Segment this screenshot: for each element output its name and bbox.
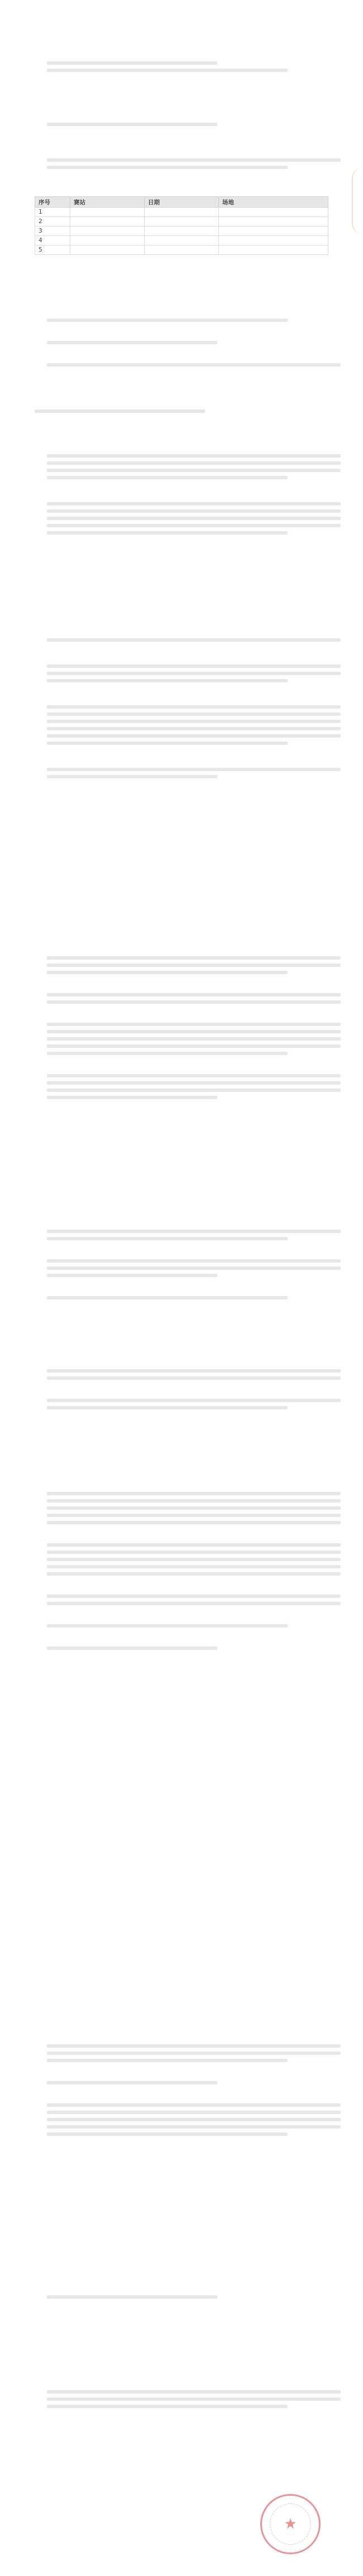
text-line — [47, 1096, 217, 1099]
text-line — [47, 665, 341, 668]
text-line — [47, 672, 341, 675]
text-line — [47, 1506, 341, 1510]
section-time-venue — [35, 145, 328, 202]
text-line — [47, 638, 341, 642]
text-line — [47, 1089, 341, 1092]
text-line — [47, 1406, 288, 1409]
text-line — [47, 1521, 341, 1524]
text-line — [47, 2059, 288, 2062]
list-item — [35, 1303, 328, 1315]
list-item — [35, 978, 328, 989]
section-heading — [35, 396, 328, 404]
text-line — [47, 2132, 288, 2136]
text-line — [35, 2303, 328, 2314]
list-item — [35, 686, 328, 697]
list-item — [35, 749, 328, 760]
text-line — [47, 61, 217, 65]
section-heading — [35, 1356, 328, 1364]
list-item — [35, 1654, 328, 1665]
text-line — [47, 1499, 341, 1503]
text-line — [47, 1369, 341, 1373]
section-ten — [35, 1356, 328, 1428]
text-line — [35, 2412, 328, 2423]
list-item — [35, 538, 328, 550]
list-item — [35, 348, 328, 359]
seal-edge-mark — [352, 167, 363, 234]
text-line — [47, 461, 341, 465]
text-line — [35, 417, 328, 428]
cell-no: 4 — [35, 236, 70, 245]
cell-venue — [219, 208, 328, 217]
text-line — [47, 1602, 341, 1605]
section-thirteen — [35, 2282, 328, 2317]
section-two — [35, 109, 328, 145]
list-item — [35, 1609, 328, 1620]
list-item — [35, 782, 328, 793]
section-events — [35, 290, 328, 370]
text-line — [47, 1230, 341, 1233]
text-line — [47, 2081, 217, 2084]
text-line — [47, 1551, 341, 1554]
section-interpretation — [35, 2377, 328, 2426]
text-line — [47, 712, 341, 716]
list-item — [35, 2088, 328, 2100]
paragraph — [35, 768, 328, 793]
paragraph — [35, 454, 328, 494]
text-line — [35, 130, 328, 141]
seal-star-icon: ★ — [284, 2516, 297, 2532]
text-line — [47, 509, 341, 513]
list-item — [35, 1103, 328, 1114]
text-line — [47, 1259, 341, 1263]
schedule-table — [35, 196, 328, 255]
text-line — [47, 956, 341, 960]
text-line — [47, 1543, 341, 1547]
list-item — [35, 304, 328, 315]
cell-station — [70, 227, 145, 236]
text-line — [47, 1274, 217, 1277]
table-row — [35, 217, 328, 227]
text-line — [47, 1044, 341, 1048]
list-item — [35, 326, 328, 337]
document-title — [35, 27, 328, 37]
text-line — [47, 1514, 341, 1517]
text-line — [47, 705, 341, 709]
cell-venue — [219, 227, 328, 236]
text-line — [47, 1023, 341, 1026]
section-registration — [35, 441, 328, 557]
text-line — [47, 2118, 341, 2121]
text-line — [47, 2390, 341, 2394]
cell-venue — [219, 236, 328, 245]
text-line — [47, 524, 341, 527]
section-heading — [35, 2282, 328, 2290]
table-header-row — [35, 197, 328, 208]
text-line — [47, 2295, 217, 2299]
list-item — [35, 2140, 328, 2151]
section-heading — [35, 1216, 328, 1224]
text-line — [47, 1074, 341, 1077]
text-line — [47, 1558, 341, 1561]
paragraph — [35, 665, 328, 697]
cell-no: 5 — [35, 245, 70, 255]
text-line — [47, 1052, 288, 1055]
cell-station — [70, 208, 145, 217]
list-item — [35, 1384, 328, 1395]
schedule-table-wrap — [35, 196, 328, 255]
list-item — [35, 1281, 328, 1292]
section-awards — [35, 1216, 328, 1318]
list-item — [35, 483, 328, 494]
text-line — [35, 410, 205, 413]
text-line — [47, 1492, 341, 1495]
text-line — [47, 741, 288, 745]
section-rules — [35, 625, 328, 801]
signoff — [223, 2521, 329, 2539]
cell-date — [145, 236, 219, 245]
table-row — [35, 245, 328, 255]
list-item — [35, 1413, 328, 1424]
text-line — [47, 1646, 217, 1650]
section-five — [35, 396, 328, 431]
text-line — [47, 2052, 341, 2055]
cell-station — [70, 236, 145, 245]
signoff-date — [223, 2530, 329, 2539]
text-line — [47, 1081, 341, 1085]
section-prize — [35, 1479, 328, 1668]
list-item — [35, 1580, 328, 1591]
text-line — [47, 454, 341, 458]
text-line — [47, 363, 341, 367]
section-heading — [35, 1479, 328, 1486]
cell-no: 3 — [35, 227, 70, 236]
column-header-venue: 场地 — [219, 197, 328, 208]
cell-date — [145, 227, 219, 236]
text-line — [47, 476, 288, 479]
section-points — [35, 2031, 328, 2154]
section-notice — [35, 943, 328, 1118]
list-item — [35, 646, 328, 657]
text-line — [47, 2125, 341, 2129]
text-line — [47, 341, 217, 344]
cell-date — [145, 217, 219, 227]
cell-station — [70, 245, 145, 255]
section-heading — [35, 48, 328, 56]
cell-no: 2 — [35, 217, 70, 227]
list-item — [35, 2066, 328, 2077]
text-line — [47, 775, 217, 778]
text-line — [47, 768, 341, 771]
text-line — [47, 1624, 288, 1628]
text-line — [35, 76, 328, 87]
text-line — [35, 90, 328, 102]
text-line — [47, 469, 341, 472]
paragraph — [35, 638, 328, 657]
text-line — [47, 1572, 341, 1576]
section-organizers — [35, 48, 328, 105]
text-line — [47, 1296, 288, 1299]
text-line — [47, 1030, 341, 1033]
cell-no: 1 — [35, 208, 70, 217]
section-heading — [35, 290, 328, 298]
text-line — [47, 1565, 341, 1568]
table-row — [35, 236, 328, 245]
text-line — [47, 1037, 341, 1041]
section-heading — [35, 441, 328, 449]
paragraph — [35, 705, 328, 760]
cell-venue — [219, 217, 328, 227]
text-line — [47, 1000, 341, 1004]
text-line — [47, 1267, 341, 1270]
text-line — [47, 517, 341, 520]
text-line — [47, 2111, 341, 2114]
text-line — [47, 158, 341, 162]
list-item — [35, 1528, 328, 1539]
section-heading — [35, 625, 328, 633]
list-item — [35, 1008, 328, 1019]
text-line — [47, 2397, 341, 2401]
text-line — [47, 2103, 341, 2107]
list-item — [35, 1059, 328, 1070]
list-item — [35, 1244, 328, 1255]
column-header-no: 序号 — [35, 197, 70, 208]
text-line — [47, 1237, 288, 1240]
text-line — [47, 679, 288, 682]
text-line — [47, 1376, 341, 1380]
signoff-org — [223, 2521, 329, 2530]
column-header-date: 日期 — [145, 197, 219, 208]
text-line — [47, 1399, 341, 1402]
section-heading — [35, 943, 328, 951]
text-line — [47, 971, 288, 974]
text-line — [47, 2405, 288, 2408]
text-line — [47, 166, 288, 169]
cell-date — [145, 245, 219, 255]
text-line — [47, 720, 341, 723]
text-line — [47, 2044, 341, 2048]
section-heading — [35, 2031, 328, 2039]
text-line — [47, 531, 288, 535]
text-line — [47, 123, 217, 126]
text-line — [47, 69, 288, 72]
cell-venue — [219, 245, 328, 255]
table-row — [35, 208, 328, 217]
list-item — [35, 1631, 328, 1643]
table-row — [35, 227, 328, 236]
section-heading — [35, 109, 328, 117]
text-line — [47, 734, 341, 738]
text-line — [47, 727, 341, 730]
text-line — [47, 1595, 341, 1598]
text-line — [47, 993, 341, 996]
text-line — [47, 319, 288, 322]
cell-station — [70, 217, 145, 227]
section-heading — [35, 145, 328, 153]
section-heading — [35, 2377, 328, 2385]
text-line — [47, 502, 341, 505]
paragraph — [35, 502, 328, 550]
column-header-station: 赛站 — [70, 197, 145, 208]
cell-date — [145, 208, 219, 217]
text-line — [47, 964, 341, 967]
text-line — [35, 173, 328, 184]
